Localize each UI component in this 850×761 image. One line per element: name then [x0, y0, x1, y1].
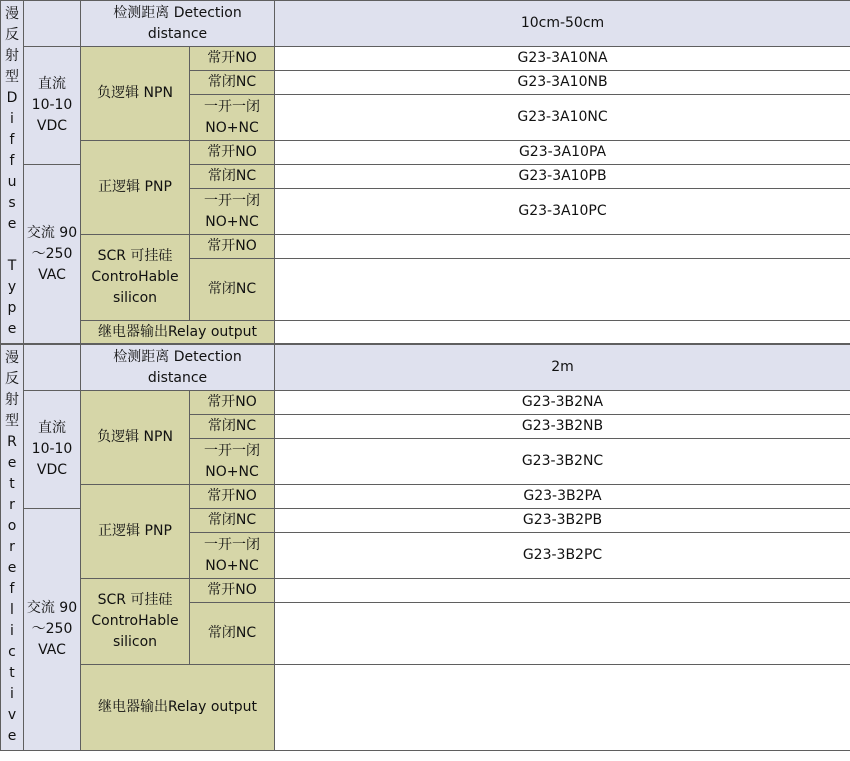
- table-row: [1, 665, 850, 751]
- vertical-text: R e t r o r e f l i c t i v e: [7, 434, 17, 744]
- model-cell: G23-3A10PC: [275, 189, 850, 235]
- pnp-logic-label: 正逻辑 PNP: [81, 141, 190, 235]
- sensor-type-label: [1, 345, 24, 751]
- output-no-label: 常开NO: [190, 47, 275, 71]
- table-row: [1, 579, 850, 603]
- detection-distance-value: 2m: [275, 345, 850, 391]
- product-spec-table-2: [0, 344, 850, 751]
- output-no-label: 常开NO: [190, 485, 275, 509]
- model-cell: G23-3A10PA: [275, 141, 850, 165]
- relay-output-label: 继电器输出Relay output: [81, 665, 275, 751]
- model-cell: [275, 235, 850, 259]
- output-nc-label: 常闭NC: [190, 259, 275, 321]
- pnp-logic-label: 正逻辑 PNP: [81, 485, 190, 579]
- table-row: [1, 391, 850, 415]
- model-cell: G23-3A10NC: [275, 95, 850, 141]
- output-nonc-label: 一开一闭 NO+NC: [190, 439, 275, 485]
- output-nc-label: 常闭NC: [190, 71, 275, 95]
- model-cell: G23-3B2PA: [275, 485, 850, 509]
- ac-voltage-label: 交流 90～250 VAC: [24, 509, 81, 751]
- table-row: [1, 321, 850, 344]
- model-cell: G23-3B2PB: [275, 509, 850, 533]
- relay-output-label: 继电器输出Relay output: [81, 321, 275, 344]
- model-cell: [275, 579, 850, 603]
- ac-voltage-label: 交流 90～250 VAC: [24, 165, 81, 344]
- table-row: [1, 235, 850, 259]
- output-nonc-label: 一开一闭 NO+NC: [190, 189, 275, 235]
- vertical-text: D i f f u s e T y p e: [6, 90, 18, 337]
- model-cell: G23-3A10PB: [275, 165, 850, 189]
- model-cell: [275, 603, 850, 665]
- npn-logic-label: 负逻辑 NPN: [81, 47, 190, 141]
- table-row: [1, 47, 850, 71]
- table-row: [1, 345, 850, 391]
- detection-distance-value: 10cm-50cm: [275, 1, 850, 47]
- model-cell: G23-3B2PC: [275, 533, 850, 579]
- output-nonc-label: 一开一闭 NO+NC: [190, 95, 275, 141]
- model-cell: G23-3A10NB: [275, 71, 850, 95]
- product-spec-table: [0, 0, 850, 344]
- dc-voltage-label: 直流 10-10 VDC: [24, 391, 81, 509]
- detection-distance-label: 检测距离 Detection distance: [81, 1, 275, 47]
- output-nc-label: 常闭NC: [190, 165, 275, 189]
- output-no-label: 常开NO: [190, 391, 275, 415]
- model-cell: G23-3B2NC: [275, 439, 850, 485]
- sensor-type-label: [1, 1, 24, 344]
- npn-logic-label: 负逻辑 NPN: [81, 391, 190, 485]
- empty-header-cell: [24, 345, 81, 391]
- table-row: [1, 141, 850, 165]
- vertical-text: 漫 反 射 型: [5, 350, 19, 429]
- empty-header-cell: [24, 1, 81, 47]
- dc-voltage-label: 直流 10-10 VDC: [24, 47, 81, 165]
- output-nonc-label: 一开一闭 NO+NC: [190, 533, 275, 579]
- output-no-label: 常开NO: [190, 141, 275, 165]
- model-cell: [275, 321, 850, 344]
- detection-distance-label: 检测距离 Detection distance: [81, 345, 275, 391]
- output-nc-label: 常闭NC: [190, 415, 275, 439]
- model-cell: G23-3B2NB: [275, 415, 850, 439]
- table-row: [1, 1, 850, 47]
- output-no-label: 常开NO: [190, 235, 275, 259]
- model-cell: [275, 665, 850, 751]
- vertical-text: 漫 反 射 型: [5, 6, 19, 85]
- model-cell: G23-3A10NA: [275, 47, 850, 71]
- output-no-label: 常开NO: [190, 579, 275, 603]
- model-cell: [275, 259, 850, 321]
- model-cell: G23-3B2NA: [275, 391, 850, 415]
- output-nc-label: 常闭NC: [190, 603, 275, 665]
- scr-output-label: SCR 可挂硅 ControHable silicon: [81, 579, 190, 665]
- scr-output-label: SCR 可挂硅 ControHable silicon: [81, 235, 190, 321]
- output-nc-label: 常闭NC: [190, 509, 275, 533]
- table-row: [1, 485, 850, 509]
